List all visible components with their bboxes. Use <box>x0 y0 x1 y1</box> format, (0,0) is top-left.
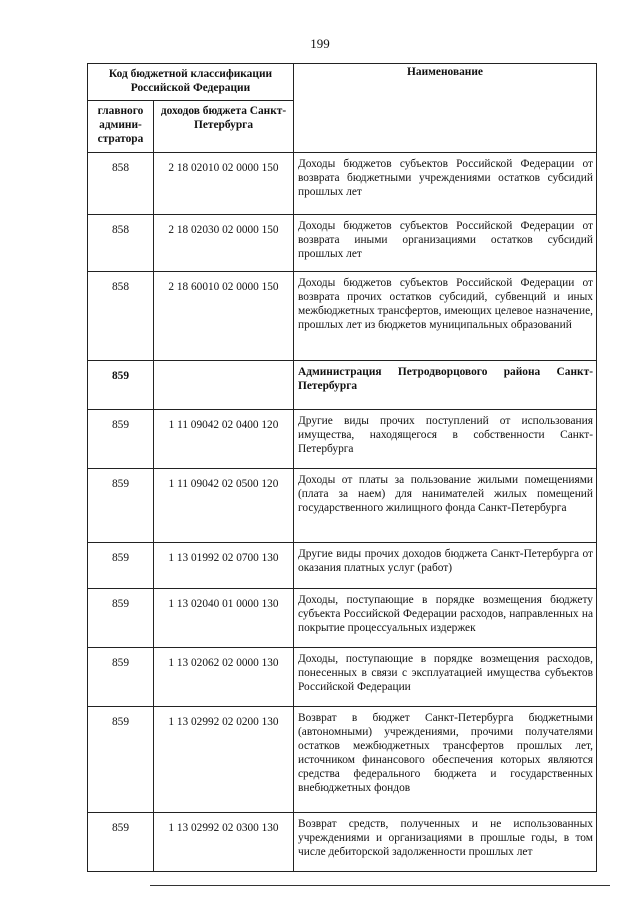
income-code-cell: 1 13 01992 02 0700 130 <box>154 543 294 589</box>
admin-code-cell: 858 <box>88 215 154 272</box>
table-row-section-header <box>88 361 597 410</box>
income-code-cell: 2 18 02010 02 0000 150 <box>154 153 294 215</box>
header-classification-code: Код бюджетной классификации Российской Федерации <box>88 64 294 101</box>
table-row <box>88 153 597 215</box>
admin-code-cell: 859 <box>88 361 154 410</box>
income-code-cell: 1 13 02992 02 0300 130 <box>154 813 294 872</box>
table-row <box>88 648 597 707</box>
footer-rule <box>150 885 610 886</box>
admin-code-cell: 859 <box>88 589 154 648</box>
income-name-cell: Доходы бюджетов субъектов Российской Федерации от возврата прочих остатков субсидий, субвенций и иных межбюджетных трансфертов, имеющих целевое назначение, прошлых лет из бюджетов муниципальных образований <box>294 272 597 361</box>
admin-code-cell: 858 <box>88 153 154 215</box>
income-code-cell: 2 18 02030 02 0000 150 <box>154 215 294 272</box>
income-code-cell: 1 13 02992 02 0200 130 <box>154 707 294 813</box>
table-row <box>88 469 597 543</box>
admin-code-cell: 859 <box>88 410 154 469</box>
table-row <box>88 813 597 872</box>
table-row <box>88 707 597 813</box>
admin-code-cell: 859 <box>88 543 154 589</box>
budget-classification-table <box>87 63 597 872</box>
income-code-cell: 2 18 60010 02 0000 150 <box>154 272 294 361</box>
income-code-cell <box>154 361 294 410</box>
table-row <box>88 272 597 361</box>
income-name-cell: Возврат в бюджет Санкт-Петербурга бюджетными (автономными) учреждениями, прочими получателями остатков межбюджетных трансфертов прошлых лет, источником финансового обеспечения которых являются средства федерального бюджета и государственных внебюджетных фондов <box>294 707 597 813</box>
income-name-cell: Доходы бюджетов субъектов Российской Федерации от возврата иными организациями остатков субсидий прошлых лет <box>294 215 597 272</box>
table-row <box>88 543 597 589</box>
header-name: Наименование <box>294 64 597 153</box>
income-code-cell: 1 13 02040 01 0000 130 <box>154 589 294 648</box>
administrator-name-cell: Администрация Петродворцового района Санкт-Петербурга <box>294 361 597 410</box>
income-name-cell: Доходы, поступающие в порядке возмещения бюджету субъекта Российской Федерации расходов, направленных на покрытие процессуальных издержек <box>294 589 597 648</box>
header-income-code: доходов бюджета Санкт-Петербурга <box>154 101 294 153</box>
header-main-administrator: главного админи-стратора <box>88 101 154 153</box>
admin-code-cell: 859 <box>88 813 154 872</box>
income-name-cell: Другие виды прочих поступлений от использования имущества, находящегося в собственности Санкт-Петербурга <box>294 410 597 469</box>
income-name-cell: Другие виды прочих доходов бюджета Санкт-Петербурга от оказания платных услуг (работ) <box>294 543 597 589</box>
table-row <box>88 410 597 469</box>
admin-code-cell: 858 <box>88 272 154 361</box>
page-number: 199 <box>310 36 330 51</box>
income-code-cell: 1 11 09042 02 0400 120 <box>154 410 294 469</box>
admin-code-cell: 859 <box>88 648 154 707</box>
table-row <box>88 589 597 648</box>
income-code-cell: 1 11 09042 02 0500 120 <box>154 469 294 543</box>
admin-code-cell: 859 <box>88 707 154 813</box>
income-name-cell: Доходы от платы за пользование жилыми помещениями (плата за наем) для нанимателей жилых помещений государственного жилищного фонда Санкт-Петербурга <box>294 469 597 543</box>
income-name-cell: Возврат средств, полученных и не использованных учреждениями и организациями в прошлые годы, в том числе дебиторской задолженности прошлых лет <box>294 813 597 872</box>
income-code-cell: 1 13 02062 02 0000 130 <box>154 648 294 707</box>
table-row <box>88 215 597 272</box>
income-name-cell: Доходы бюджетов субъектов Российской Федерации от возврата бюджетными учреждениями остатков субсидий прошлых лет <box>294 153 597 215</box>
income-name-cell: Доходы, поступающие в порядке возмещения расходов, понесенных в связи с эксплуатацией имущества субъектов Российской Федерации <box>294 648 597 707</box>
admin-code-cell: 859 <box>88 469 154 543</box>
